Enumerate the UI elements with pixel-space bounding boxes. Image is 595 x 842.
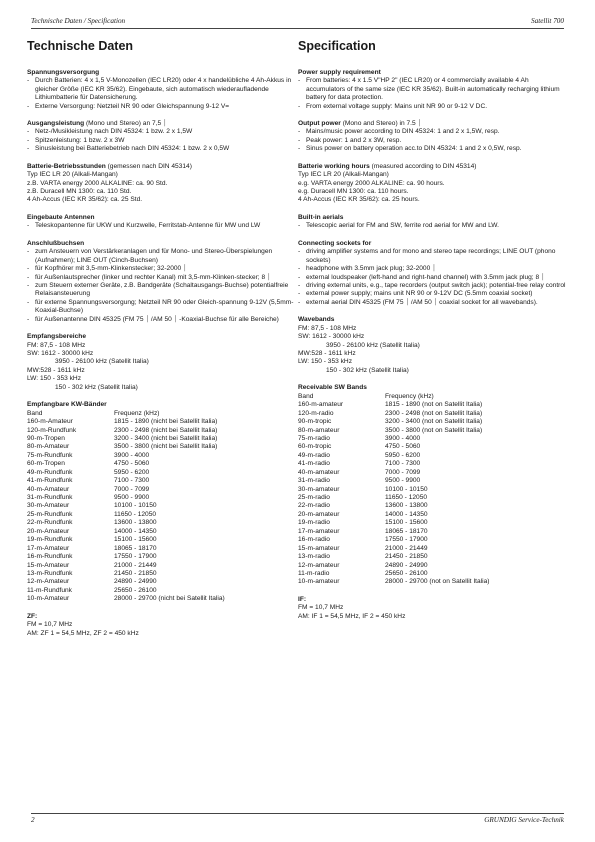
- text-line: SW: 1612 - 30000 kHz: [298, 333, 365, 341]
- band-cell: 15-m-Amateur: [27, 561, 70, 569]
- band-cell: 16-m-Rundfunk: [27, 553, 73, 561]
- band-cell: 25-m-Rundfunk: [27, 510, 73, 518]
- text-line: Typ IEC LR 20 (Alkali-Mangan): [27, 171, 118, 179]
- band-cell: 19-m-radio: [298, 519, 330, 527]
- band-cell: 41-m-radio: [298, 460, 330, 468]
- column-english: [298, 40, 566, 630]
- text-line: FM: 87,5 - 108 MHz: [298, 324, 357, 332]
- output-power-title-text: Ausgangsleistung: [27, 119, 85, 127]
- band-cell: 20-m-Amateur: [27, 527, 70, 535]
- table-row: [27, 418, 225, 426]
- output-power-title: [27, 120, 299, 128]
- power-supply-title-text: Power supply requirement: [298, 68, 381, 76]
- wavebands-section: [298, 316, 566, 375]
- table-row: [27, 587, 225, 595]
- header-rule: [31, 28, 564, 29]
- frequency-cell: 24890 - 24990: [114, 578, 157, 586]
- list-item: - driving external units, e.g., tape recorders (output switch jack); potential-free relay control: [298, 282, 566, 290]
- list-item: - zum Ansteuern von Verstärkeranlagen und für Mono- und Stereo-Überspielungen (Aufnahmen); LINE OUT (Cinch-Buchsen): [27, 248, 299, 265]
- footer-rule: [31, 813, 564, 814]
- sw-bands-table: [27, 410, 225, 604]
- sw-bands-section: [298, 384, 566, 587]
- aerials-title: [27, 214, 299, 222]
- table-row: [298, 536, 489, 544]
- output-power-title: [298, 120, 566, 128]
- table-row: [298, 511, 489, 519]
- table-row: [298, 427, 489, 435]
- band-cell: 75-m-Rundfunk: [27, 451, 73, 459]
- table-row: [298, 519, 489, 527]
- frequency-cell: 3500 - 3800 (not on Satellit Italia): [385, 426, 483, 434]
- frequency-cell: 24890 - 24990: [385, 561, 428, 569]
- band-cell: 19-m-Rundfunk: [27, 536, 73, 544]
- text-line: z.B. Duracell MN 1300: ca. 110 Std.: [27, 188, 132, 195]
- list-item: - für Kopfhörer mit 3,5-mm-Klinkenstecker; 32-2000 ⏐: [27, 265, 299, 273]
- table-row: [27, 435, 225, 443]
- frequency-cell: 3200 - 3400 (nicht bei Satellit Italia): [114, 434, 218, 442]
- aerials-list: [27, 222, 299, 230]
- aerials-title: [298, 214, 566, 222]
- frequency-cell: 21000 - 21449: [114, 561, 157, 569]
- table-row: [27, 477, 225, 485]
- table-row: [298, 410, 489, 418]
- frequency-cell: 5950 - 6200: [114, 468, 150, 476]
- footer-publisher: GRUNDIG Service-Technik: [484, 816, 564, 824]
- power-supply-section: [298, 69, 566, 111]
- band-cell: 60-m-tropic: [298, 443, 332, 451]
- output-power-note: (Mono und Stereo) an 7,5 ⏐: [84, 119, 167, 127]
- sockets-list: [298, 248, 566, 307]
- aerials-list: [298, 222, 566, 230]
- band-cell: 22-m-Rundfunk: [27, 519, 73, 527]
- frequency-cell: 1815 - 1890 (nicht bei Satellit Italia): [114, 418, 218, 426]
- band-cell: 10-m-amateur: [298, 578, 340, 586]
- table-row: [27, 570, 225, 578]
- band-cell: 25-m-radio: [298, 494, 330, 501]
- table-row: [27, 427, 225, 435]
- battery-hours-section: [298, 163, 566, 205]
- band-cell: 13-m-Rundfunk: [27, 569, 73, 577]
- if-title: IF:: [298, 595, 307, 603]
- output-power-list: [298, 128, 566, 153]
- list-item: - external aerial DIN 45325 (FM 75 ⏐ /AM 50 ⏐ coaxial socket for all wavebands).: [298, 299, 566, 307]
- table-row: [27, 595, 225, 603]
- frequency-cell: 25650 - 26100: [114, 586, 157, 594]
- table-header-row: [27, 410, 225, 418]
- frequency-cell: 2300 - 2498 (not on Satellit Italia): [385, 409, 483, 417]
- frequency-cell: 4750 - 5060: [114, 460, 150, 468]
- page-number: 2: [31, 816, 35, 824]
- text-line: z.B. VARTA energy 2000 ALKALINE: ca. 90 Std.: [27, 179, 168, 187]
- band-cell: 49-m-Rundfunk: [27, 468, 73, 476]
- frequency-cell: 14000 - 14350: [114, 527, 157, 535]
- frequency-cell: 15100 - 15600: [385, 519, 428, 527]
- if-section: [27, 613, 299, 638]
- frequency-cell: 11650 - 12050: [114, 510, 157, 518]
- frequency-cell: 13600 - 13800: [114, 519, 157, 527]
- band-cell: Band: [27, 409, 43, 417]
- table-row: [27, 536, 225, 544]
- band-cell: 11-m-radio: [298, 569, 330, 577]
- band-cell: 16-m-radio: [298, 536, 330, 544]
- list-item: - external power supply; mains unit NR 90 or 9-12V DC (5.5mm coaxial socket): [298, 290, 566, 298]
- text-line: e.g. Duracell MN 1300: ca. 110 hours.: [298, 188, 409, 195]
- text-line: AM: IF 1 = 54,5 MHz, IF 2 = 450 kHz: [298, 612, 406, 620]
- table-row: [298, 494, 489, 502]
- table-row: [27, 578, 225, 586]
- band-cell: 40-m-amateur: [298, 468, 340, 476]
- frequency-cell: 7100 - 7300: [114, 477, 150, 485]
- text-line: LW: 150 - 353 kHz: [27, 375, 81, 383]
- table-row: [298, 401, 489, 409]
- band-cell: 80-m-amateur: [298, 426, 340, 434]
- table-row: [298, 469, 489, 477]
- wavebands-title: Wavebands: [298, 316, 335, 324]
- power-supply-title: [27, 69, 299, 77]
- battery-hours-title: [298, 163, 566, 171]
- sockets-title-text: Connecting sockets for: [298, 239, 372, 247]
- frequency-cell: 3500 - 3800 (nicht bei Satellit Italia): [114, 443, 218, 451]
- band-cell: 60-m-Tropen: [27, 460, 65, 468]
- band-cell: 120-m-radio: [298, 409, 334, 417]
- sw-bands-section: [27, 401, 299, 604]
- text-line: e.g. VARTA energy 2000 ALKALINE: ca. 90 hours.: [298, 179, 445, 187]
- list-item: - für externe Spannungsversorgung; Netzteil NR 90 oder Gleich-spannung 9-12V (5,5mm-Koaxial-Buchse): [27, 299, 299, 316]
- text-line: MW:528 - 1611 kHz: [27, 366, 85, 374]
- aerials-section: [298, 214, 566, 231]
- list-item: - Peak power: 1 and 2 x 3W, resp.: [298, 137, 566, 145]
- table-row: [298, 486, 489, 494]
- band-cell: 22-m-radio: [298, 502, 330, 510]
- frequency-cell: 18065 - 18170: [114, 544, 157, 552]
- band-cell: 40-m-Amateur: [27, 485, 70, 493]
- band-cell: 31-m-radio: [298, 477, 330, 485]
- table-row: [27, 486, 225, 494]
- frequency-cell: 10100 - 10150: [385, 485, 428, 493]
- frequency-cell: 21450 - 21850: [114, 569, 157, 577]
- list-item: - From batteries: 4 x 1.5 V"HP 2" (IEC LR20) or 4 commercially available 4 Ah accumulators of the same size (IEC KR 35/62). Built-in automatically recharging lithium battery for data protection.: [298, 77, 566, 102]
- band-cell: 15-m-amateur: [298, 544, 340, 552]
- if-title: ZF:: [27, 612, 38, 620]
- sw-bands-title: Empfangbare KW-Bänder: [27, 401, 107, 409]
- list-item: - Mains/music power according to DIN 45324: 1 and 2 x 1,5W, resp.: [298, 128, 566, 136]
- output-power-section: [298, 120, 566, 154]
- frequency-cell: 4750 - 5060: [385, 443, 421, 451]
- band-cell: 20-m-amateur: [298, 510, 340, 518]
- frequency-cell: 5950 - 6200: [385, 451, 421, 459]
- frequency-cell: 14000 - 14350: [385, 510, 428, 518]
- text-line: MW:528 - 1611 kHz: [298, 350, 356, 357]
- page-title: Technische Daten: [27, 39, 134, 53]
- sockets-title: [298, 240, 566, 248]
- table-row: [27, 469, 225, 477]
- table-row: [298, 553, 489, 561]
- header-left-text: Technische Daten / Specification: [31, 17, 126, 25]
- table-row: [298, 443, 489, 451]
- frequency-cell: 1815 - 1890 (not on Satellit Italia): [385, 401, 483, 409]
- band-cell: 11-m-Rundfunk: [27, 586, 72, 594]
- band-cell: 10-m-Amateur: [27, 595, 70, 603]
- frequency-cell: 10100 - 10150: [114, 502, 157, 510]
- sockets-section: [27, 240, 299, 324]
- table-row: [27, 494, 225, 502]
- frequency-cell: Frequenz (kHz): [114, 409, 160, 417]
- table-row: [298, 570, 489, 578]
- band-cell: Band: [298, 392, 314, 400]
- power-supply-section: [27, 69, 299, 111]
- frequency-cell: 13600 - 13800: [385, 502, 428, 510]
- band-cell: 41-m-Rundfunk: [27, 477, 73, 485]
- text-line: Typ IEC LR 20 (Alkali-Mangan): [298, 171, 389, 179]
- frequency-cell: 3200 - 3400 (not on Satellit Italia): [385, 418, 483, 426]
- frequency-cell: 7100 - 7300: [385, 460, 421, 468]
- table-row: [27, 562, 225, 570]
- text-line: FM: 87,5 - 108 MHz: [27, 341, 86, 349]
- table-row: [27, 452, 225, 460]
- text-line-indented: 150 - 302 kHz (Satellit Italia): [55, 383, 138, 391]
- list-item: - für Außenantenne DIN 45325 (FM 75 ⏐ /AM 50 ⏐ -Koaxial-Buchse für alle Bereiche): [27, 316, 299, 324]
- band-cell: 17-m-Amateur: [27, 544, 70, 552]
- band-cell: 17-m-amateur: [298, 527, 340, 535]
- power-supply-list: [298, 77, 566, 111]
- page-footer: [31, 816, 564, 828]
- list-item: - Durch Batterien: 4 x 1,5 V-Monozellen (IEC LR20) oder 4 x handelübliche 4 Ah-Akkus in gleicher Größe (IEC KR 35/62). Eingebaute, sich automatisch wiederaufladende Lithiumbatterie für Datensicherung.: [27, 77, 299, 102]
- sockets-section: [298, 240, 566, 308]
- list-item: - driving amplifier systems and for mono and stereo tape recordings; LINE OUT (phono sockets): [298, 248, 566, 265]
- table-row: [27, 502, 225, 510]
- list-item: - external loudspeaker (left-hand and right-hand channel) with 3.5mm jack plug; 8 ⏐: [298, 274, 566, 282]
- table-row: [27, 545, 225, 553]
- band-cell: 90-m-tropic: [298, 418, 332, 426]
- band-cell: 120-m-Rundfunk: [27, 426, 77, 434]
- list-item: - headphone with 3.5mm jack plug; 32-2000 ⏐: [298, 265, 566, 273]
- sw-bands-title: Receivable SW Bands: [298, 384, 367, 392]
- table-row: [298, 528, 489, 536]
- frequency-cell: 21450 - 21850: [385, 553, 428, 561]
- output-power-section: [27, 120, 299, 154]
- table-row: [298, 502, 489, 510]
- table-row: [298, 435, 489, 443]
- text-line: AM: ZF 1 = 54,5 MHz, ZF 2 = 450 kHz: [27, 629, 139, 637]
- frequency-cell: 11650 - 12050: [385, 494, 428, 501]
- band-cell: 49-m-radio: [298, 451, 330, 459]
- page-title: Specification: [298, 39, 376, 53]
- table-row: [298, 418, 489, 426]
- frequency-cell: 3900 - 4000: [114, 451, 150, 459]
- battery-hours-title: [27, 163, 299, 171]
- column-german: [27, 40, 299, 647]
- table-row: [27, 443, 225, 451]
- battery-hours-title-text: Batterie working hours: [298, 162, 370, 170]
- power-supply-title-text: Spannungsversorgung: [27, 68, 100, 76]
- text-line-indented: 3950 - 26100 kHz (Satellit Italia): [55, 358, 149, 366]
- band-cell: 80-m-Amateur: [27, 443, 70, 451]
- battery-hours-note: (measured according to DIN 45314): [369, 162, 477, 170]
- list-item: - zum Steuern externer Geräte, z.B. Bandgeräte (Schaltausgangs-Buchse) potentialfreie Relaisansteuerung: [27, 282, 299, 299]
- table-row: [298, 477, 489, 485]
- frequency-cell: 9500 - 9900: [385, 477, 421, 485]
- band-cell: 13-m-radio: [298, 553, 330, 561]
- frequency-cell: 3900 - 4000: [385, 434, 421, 442]
- battery-hours-section: [27, 163, 299, 205]
- frequency-cell: 21000 - 21449: [385, 544, 428, 552]
- text-line: SW: 1612 - 30000 kHz: [27, 350, 94, 357]
- table-row: [27, 528, 225, 536]
- frequency-cell: 17550 - 17900: [114, 553, 157, 561]
- list-item: - Sinus power on battery operation acc.to DIN 45324: 1 and 2 x 0,5W, resp.: [298, 145, 566, 153]
- band-cell: 31-m-Rundfunk: [27, 494, 73, 501]
- aerials-title-text: Built-in aerials: [298, 213, 344, 221]
- table-row: [27, 460, 225, 468]
- power-supply-list: [27, 77, 299, 111]
- text-line: LW: 150 - 353 kHz: [298, 358, 352, 366]
- wavebands-section: [27, 333, 299, 392]
- frequency-cell: 7000 - 7099: [385, 468, 421, 476]
- list-item: - Sinusleistung bei Batteriebetrieb nach DIN 45324: 1 bzw. 2 x 0,5W: [27, 145, 299, 153]
- table-row: [27, 519, 225, 527]
- text-line-indented: 150 - 302 kHz (Satellit Italia): [326, 366, 409, 374]
- frequency-cell: 28000 - 29700 (nicht bei Satellit Italia): [114, 595, 225, 603]
- frequency-cell: Frequency (kHz): [385, 392, 434, 400]
- table-row: [298, 452, 489, 460]
- band-cell: 30-m-Amateur: [27, 502, 70, 510]
- output-power-title-text: Output power: [298, 119, 341, 127]
- frequency-cell: 28000 - 29700 (not on Satellit Italia): [385, 578, 490, 586]
- sockets-title-text: Anschlußbuchsen: [27, 239, 85, 247]
- list-item: - Spitzenleistung: 1 bzw. 2 x 3W: [27, 137, 299, 145]
- list-item: - Netz-/Musikleistung nach DIN 45324: 1 bzw. 2 x 1,5W: [27, 128, 299, 136]
- band-cell: 160-m-amateur: [298, 401, 344, 409]
- wavebands-title: Empfangsbereiche: [27, 333, 86, 341]
- band-cell: 12-m-amateur: [298, 561, 340, 569]
- frequency-cell: 15100 - 15600: [114, 536, 157, 544]
- band-cell: 75-m-radio: [298, 434, 330, 442]
- text-line-indented: 3950 - 26100 kHz (Satellit Italia): [326, 341, 420, 349]
- band-cell: 30-m-amateur: [298, 485, 340, 493]
- sw-bands-table: [298, 393, 489, 587]
- battery-hours-note: (gemessen nach DIN 45314): [105, 162, 192, 170]
- frequency-cell: 9500 - 9900: [114, 494, 150, 501]
- aerials-section: [27, 214, 299, 231]
- frequency-cell: 17550 - 17900: [385, 536, 428, 544]
- header-model-text: Satellit 700: [531, 17, 564, 25]
- list-item: - für Außenlautsprecher (linker und rechter Kanal) mit 3,5-mm-Klinken-stecker; 8 ⏐: [27, 274, 299, 282]
- if-section: [298, 596, 566, 621]
- text-line: 4 Ah-Accus (IEC KR 35/62): ca. 25 Std.: [27, 196, 143, 204]
- battery-hours-title-text: Batterie-Betriebsstunden: [27, 162, 106, 170]
- list-item: - Externe Versorgung: Netzteil NR 90 oder Gleichspannung 9-12 V=: [27, 103, 299, 111]
- frequency-cell: 18065 - 18170: [385, 527, 428, 535]
- table-row: [298, 562, 489, 570]
- power-supply-title: [298, 69, 566, 77]
- table-row: [298, 460, 489, 468]
- frequency-cell: 2300 - 2498 (nicht bei Satellit Italia): [114, 426, 218, 434]
- aerials-title-text: Eingebaute Antennen: [27, 213, 95, 221]
- list-item: - Telescopic aerial for FM and SW, ferrite rod aerial for MW and LW.: [298, 222, 566, 230]
- text-line: FM = 10,7 MHz: [27, 621, 73, 629]
- band-cell: 160-m-Amateur: [27, 418, 73, 426]
- table-row: [298, 545, 489, 553]
- text-line: FM = 10,7 MHz: [298, 604, 344, 612]
- list-item: - Teleskopantenne für UKW und Kurzwelle, Ferritstab-Antenne für MW und LW: [27, 222, 299, 230]
- output-power-list: [27, 128, 299, 153]
- frequency-cell: 7000 - 7099: [114, 485, 150, 493]
- output-power-note: (Mono and Stereo) in 7.5 ⏐: [340, 119, 422, 127]
- table-row: [27, 511, 225, 519]
- text-line: 4 Ah-Accus (IEC KR 35/62): ca. 25 hours.: [298, 196, 420, 204]
- sockets-list: [27, 248, 299, 324]
- table-header-row: [298, 393, 489, 401]
- sockets-title: [27, 240, 299, 248]
- frequency-cell: 25650 - 26100: [385, 569, 428, 577]
- list-item: - From external voltage supply: Mains unit NR 90 or 9-12 V DC.: [298, 103, 566, 111]
- band-cell: 12-m-Amateur: [27, 578, 70, 586]
- table-row: [27, 553, 225, 561]
- band-cell: 90-m-Tropen: [27, 434, 65, 442]
- table-row: [298, 578, 489, 586]
